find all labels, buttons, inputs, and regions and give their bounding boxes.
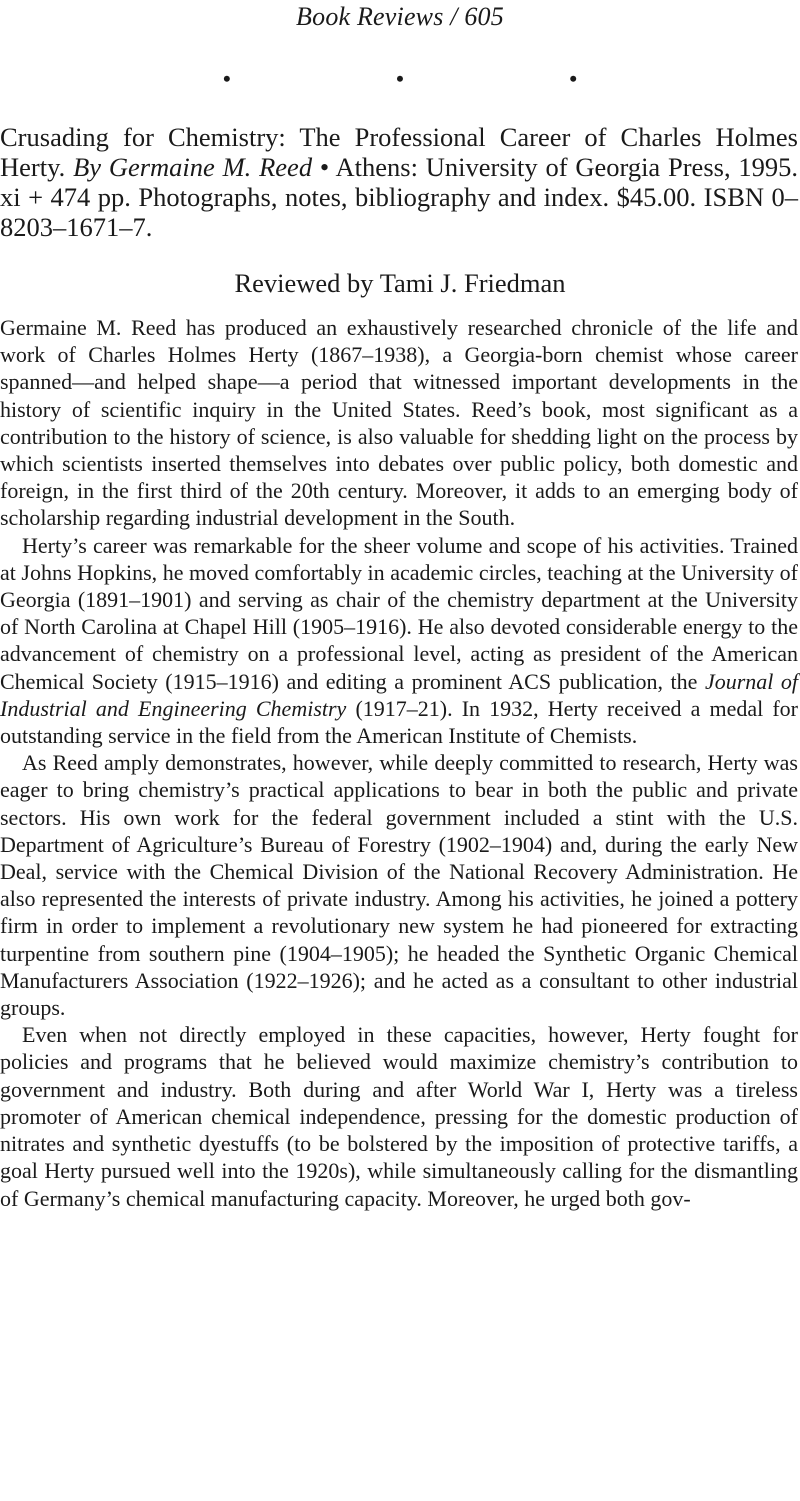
paragraph-2 (0, 532, 798, 750)
reviewer-byline: Reviewed by Tami J. Friedman (234, 268, 566, 298)
running-head: Book Reviews / 605 (296, 2, 504, 31)
review-body (0, 314, 798, 1212)
citation-bullet: • (319, 152, 330, 182)
book-author: By Germaine M. Reed (73, 152, 313, 182)
publication-details: Athens: University of Georgia Press, 1995. xi + 474 pp. Photographs, notes, bibliography and index. $45.00. ISBN 0–8203–1671–7. (0, 152, 798, 242)
paragraph-2-text-a: Herty’s career was remarkable for the sheer volume and scope of his activities. Trained at Johns Hopkins, he moved comfortably in academic circles, teaching at the University of Georgia (1891–1901) and serving as chair of the chemistry department at the University of North Carolina at Chapel Hill (1905–1916). He also devoted considerable energy to the advancement of chemistry on a professional level, acting as president of the American Chemical Society (1915–1916) and editing a prominent ACS publication, the (0, 532, 798, 694)
paragraph-1: Germaine M. Reed has produced an exhaustively researched chronicle of the life and work of Charles Holmes Herty (1867–1938), a Georgia-born chemist whose career spanned—and helped shape—a period that witnessed important developments in the history of scientific inquiry in the United States. Reed’s book, most significant as a contribution to the history of science, is also valuable for shedding light on the process by which scientists inserted themselves into debates over public policy, both domestic and foreign, in the first third of the 20th century. Moreover, it adds to an emerging body of scholarship regarding industrial development in the South. (0, 315, 798, 531)
paragraph-2-text-b: (1917–21). In 1932, Herty received a medal for outstanding service in the field from the American Institute of Chemists. (0, 695, 798, 749)
paragraph-4: Even when not directly employed in these capacities, however, Herty fought for policies and programs that he believed would maximize chemistry’s contribution to government and industry. Both during and after World War I, Herty was a tireless promoter of American chemical independence, pressing for the domestic production of nitrates and synthetic dyestuffs (to be bolstered by the imposition of protective tariffs, a goal Herty pursued well into the 1920s), while simultaneously calling for the dismantling of Germany’s chemical manufacturing capacity. Moreover, he urged both gov- (0, 1022, 798, 1211)
book-title: Crusading for Chemistry: The Professional Career of Charles Holmes Herty. (0, 122, 798, 182)
journal-title: Journal of Industrial and Engineering Chemistry (0, 668, 798, 721)
book-citation (0, 122, 798, 242)
paragraph-3: As Reed amply demonstrates, however, while deeply committed to research, Herty was eager to bring chemistry’s practical applications to bear in both the public and private sectors. His own work for the federal government included a stint with the U.S. Department of Agriculture’s Bureau of Forestry (1902–1904) and, during the early New Deal, service with the Chemical Division of the National Recovery Administration. He also represented the interests of private industry. Among his activities, he joined a pottery firm in order to implement a revolutionary new system he had pioneered for extracting turpentine from southern pine (1904–1905); he headed the Synthetic Organic Chemical Manufacturers Association (1922–1926); and he acted as a consultant to other industrial groups. (0, 750, 798, 1021)
section-separator: • • • (222, 66, 658, 91)
